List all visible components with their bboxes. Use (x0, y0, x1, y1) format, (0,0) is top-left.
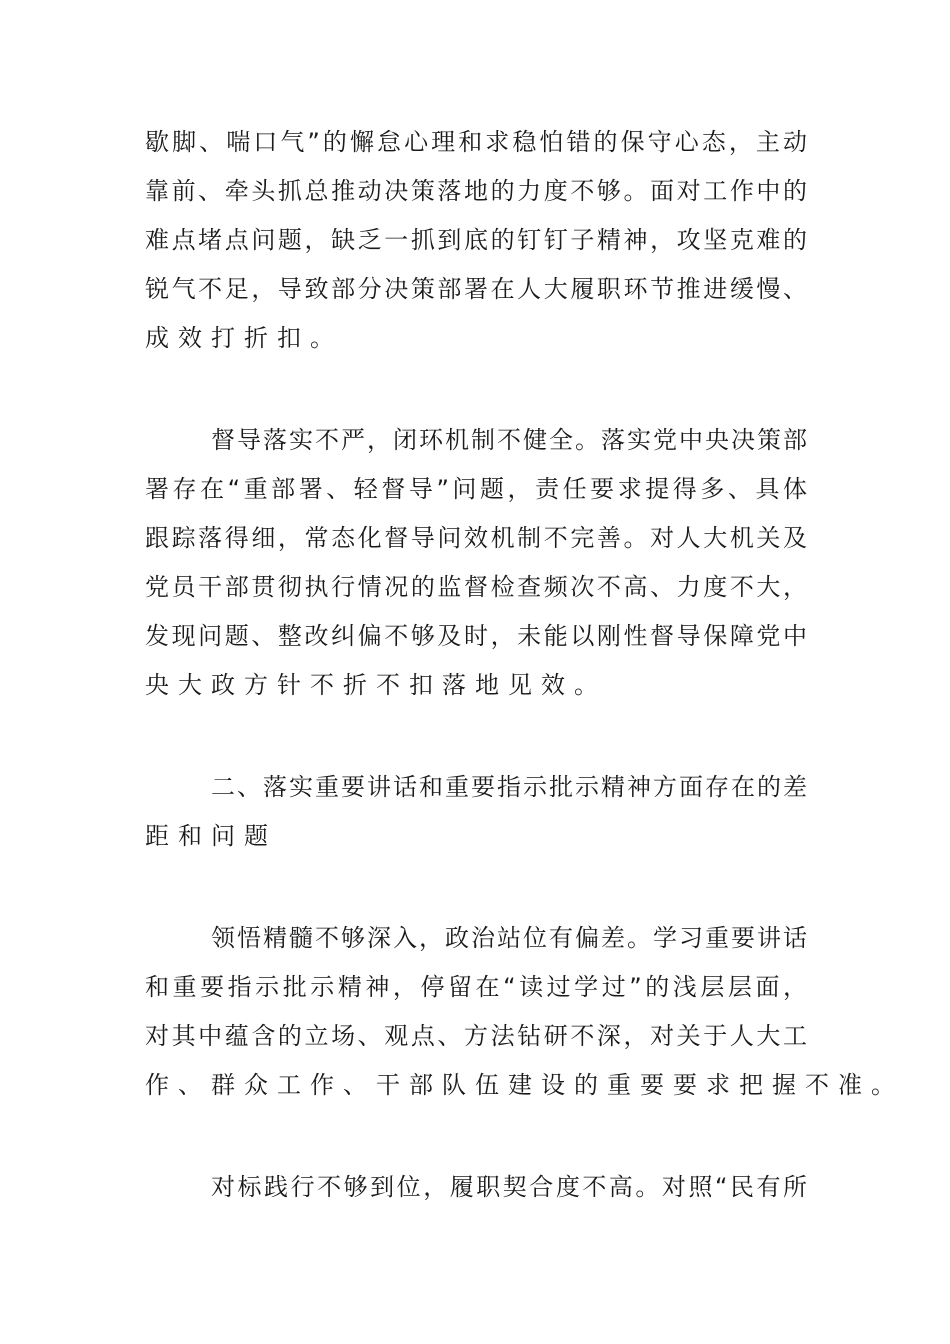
text-line: 发现问题、整改纠偏不够及时，未能以刚性督导保障党中 (145, 622, 807, 650)
text-line: 党员干部贯彻执行情况的监督检查频次不高、力度不大， (145, 573, 807, 601)
text-line: 督导落实不严，闭环机制不健全。落实党中央决策部 (211, 426, 807, 454)
text-line: 跟踪落得细，常态化督导问效机制不完善。对人大机关及 (145, 524, 807, 552)
text-line: 央大政方针不折不扣落地见效。 (145, 671, 607, 699)
document-page (145, 118, 904, 1265)
text-line: 领悟精髓不够深入，政治站位有偏差。学习重要讲话 (211, 924, 807, 952)
text-line: 难点堵点问题，缺乏一抓到底的钉钉子精神，攻坚克难的 (145, 226, 807, 254)
text-line: 靠前、牵头抓总推动决策落地的力度不够。面对工作中的 (145, 177, 807, 205)
text-line: 对其中蕴含的立场、观点、方法钻研不深，对关于人大工 (145, 1022, 807, 1050)
text-line: 成效打折扣。 (145, 324, 343, 352)
heading-line: 二、落实重要讲话和重要指示批示精神方面存在的差 (211, 773, 807, 801)
text-line: 歇脚、喘口气”的懈怠心理和求稳怕错的保守心态，主动 (145, 128, 807, 156)
text-line: 锐气不足，导致部分决策部署在人大履职环节推进缓慢、 (145, 275, 807, 303)
paragraph-comprehension (145, 914, 904, 1110)
paragraph-continuation (145, 118, 807, 363)
section-heading (145, 763, 807, 861)
text-line: 作、群众工作、干部队伍建设的重要要求把握不准。 (145, 1071, 904, 1099)
paragraph-supervision (145, 416, 807, 710)
text-line: 对标践行不够到位，履职契合度不高。对照“民有所 (211, 1173, 807, 1201)
paragraph-practice (145, 1163, 807, 1212)
text-line: 和重要指示批示精神，停留在“读过学过”的浅层层面， (145, 973, 807, 1001)
heading-line: 距和问题 (145, 822, 277, 850)
text-line: 署存在“重部署、轻督导”问题，责任要求提得多、具体 (145, 475, 807, 503)
